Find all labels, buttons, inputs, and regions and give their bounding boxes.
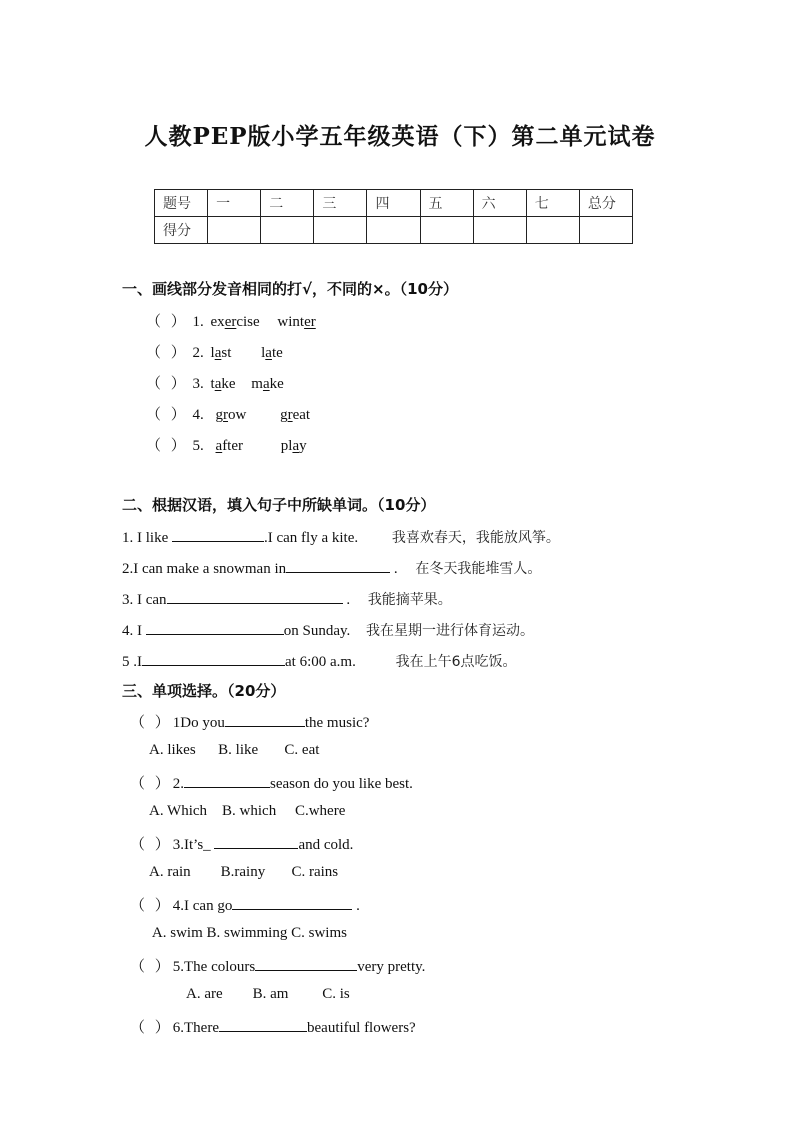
question-end: . [352,898,360,914]
answer-options: A. swim B. swimming C. swims [149,925,347,941]
list-item [146,372,284,393]
underlined-part: a [215,438,223,454]
word-part: g [215,407,224,423]
question [130,772,413,793]
question-end: and cold. [298,837,354,853]
word-part: g [280,407,288,423]
word-part: ke [221,376,236,392]
score-input-cell[interactable] [208,217,261,244]
fill-blank[interactable] [219,1016,307,1032]
section-heading-3: 三、单项选择。（20分） [122,682,286,700]
section-heading-1: 一、画线部分发音相同的打√，不同的×。（10分） [122,280,458,298]
list-item [146,310,316,331]
table-cell: 七 [526,190,579,217]
underlined-part: r [287,407,293,423]
page-title: 人教PEP版小学五年级英语（下）第二单元试卷 [144,123,656,150]
list-item [122,526,560,547]
fill-blank[interactable] [232,894,352,910]
underlined-part: er [304,314,316,330]
word-1 [211,345,232,361]
chinese-hint: 我在上午6点吃饭。 [395,654,517,670]
underlined-part: a [292,438,300,454]
table-cell: 一 [208,190,261,217]
question-end: the music? [304,715,370,731]
question-start: 5.The colours [172,959,256,975]
sentence-start: 1. I like [122,530,172,546]
sentence-end: . [342,592,351,608]
fill-blank[interactable] [184,772,270,788]
word-1 [216,407,247,423]
chinese-hint: 我能摘苹果。 [367,592,452,608]
sentence-start: 5 .I [122,654,142,670]
sentence-start: 4. I [122,623,146,639]
answer-paren[interactable]: （ ） [130,715,173,731]
word-part: st [221,345,232,361]
chinese-hint: 在冬天我能堆雪人。 [415,561,542,577]
word-2 [281,438,307,454]
fill-blank[interactable] [172,526,264,542]
fill-blank[interactable] [214,833,298,849]
sentence-start: 2.I can make a snowman in [122,561,287,577]
score-input-cell[interactable] [420,217,473,244]
word-part: te [271,345,283,361]
word-part: cise [236,314,260,330]
word-part: m [251,376,263,392]
score-input-cell[interactable] [367,217,420,244]
score-input-cell[interactable] [261,217,314,244]
question-start: 4.I can go [172,898,233,914]
question [130,711,369,732]
word-part: ow [228,407,247,423]
score-table [154,189,633,244]
table-cell: 三 [314,190,367,217]
word-1 [211,314,260,330]
answer-paren[interactable]: （ ） [146,345,189,361]
list-item [122,619,534,640]
word-2 [251,376,284,392]
table-cell: 五 [420,190,473,217]
table-row [155,190,633,217]
word-2 [277,314,315,330]
underlined-part: er [224,314,237,330]
list-item [122,650,517,671]
word-part: eat [292,407,311,423]
underlined-part: r [223,407,229,423]
word-part: wint [277,314,305,330]
table-cell: 六 [473,190,526,217]
word-part: t [210,376,215,392]
sentence-end: at 6:00 a.m. [285,654,356,670]
question-end: very pretty. [357,959,426,975]
underlined-part: a [214,376,222,392]
list-item [146,434,307,455]
answer-paren[interactable]: （ ） [130,1020,173,1036]
word-part: y [299,438,307,454]
answer-paren[interactable]: （ ） [130,898,173,914]
word-1 [216,438,244,454]
question [130,1016,416,1037]
question-start: 2. [172,776,185,792]
sentence-end: on Sunday. [283,623,351,639]
question-start: 6.There [172,1020,219,1036]
question-end: season do you like best. [270,776,413,792]
table-row [155,217,633,244]
answer-paren[interactable]: （ ） [146,438,189,454]
fill-blank[interactable] [142,650,285,666]
answer-paren[interactable]: （ ） [146,407,189,423]
answer-paren[interactable]: （ ） [146,314,189,330]
answer-options: A. Which B. which C.where [149,803,346,819]
underlined-part: a [265,345,272,361]
sentence-end: .I can fly a kite. [264,530,359,546]
word-part: l [210,345,215,361]
word-1 [211,376,236,392]
word-part: fter [222,438,244,454]
question-end: beautiful flowers? [307,1020,416,1036]
underlined-part: a [262,376,270,392]
underlined-part: a [214,345,222,361]
list-item [122,588,452,609]
table-cell: 四 [367,190,420,217]
question-start: 1Do you [172,715,225,731]
answer-paren[interactable]: （ ） [130,776,173,792]
sentence-start: 3. I can [122,592,167,608]
item-number: 2. [192,345,204,361]
question [130,833,353,854]
list-item [122,557,541,578]
chinese-hint: 我在星期一进行体育运动。 [366,623,535,639]
fill-blank[interactable] [225,711,305,727]
word-part: pl [280,438,293,454]
item-number: 3. [192,376,204,392]
answer-options: A. rain B.rainy C. rains [149,864,339,880]
table-cell: 题号 [155,190,208,217]
answer-options: A. are B. am C. is [186,986,350,1002]
score-input-cell[interactable] [526,217,579,244]
question [130,955,425,976]
item-number: 5. [192,438,204,454]
question [130,894,360,915]
fill-blank[interactable] [167,588,343,604]
item-number: 4. [192,407,204,423]
sentence-end: . [390,561,398,577]
score-input-cell[interactable] [579,217,632,244]
list-item [146,341,283,362]
item-number: 1. [192,314,204,330]
fill-blank[interactable] [146,619,284,635]
score-input-cell[interactable] [473,217,526,244]
fill-blank[interactable] [286,557,390,573]
table-cell: 总分 [579,190,632,217]
word-2 [280,407,310,423]
question-start: 3.It’s_ [172,837,215,853]
fill-blank[interactable] [255,955,357,971]
section-heading-2: 二、根据汉语，填入句子中所缺单词。（10分） [122,496,436,514]
word-2 [261,345,283,361]
table-cell: 得分 [155,217,208,244]
list-item [146,403,310,424]
answer-paren[interactable]: （ ） [130,959,173,975]
word-part: l [261,345,266,361]
chinese-hint: 我喜欢春天，我能放风筝。 [391,530,560,546]
answer-paren[interactable]: （ ） [146,376,189,392]
answer-options: A. likes B. like C. eat [149,742,320,758]
word-part: ex [210,314,225,330]
table-cell: 二 [261,190,314,217]
score-input-cell[interactable] [314,217,367,244]
word-part: ke [269,376,284,392]
answer-paren[interactable]: （ ） [130,837,173,853]
